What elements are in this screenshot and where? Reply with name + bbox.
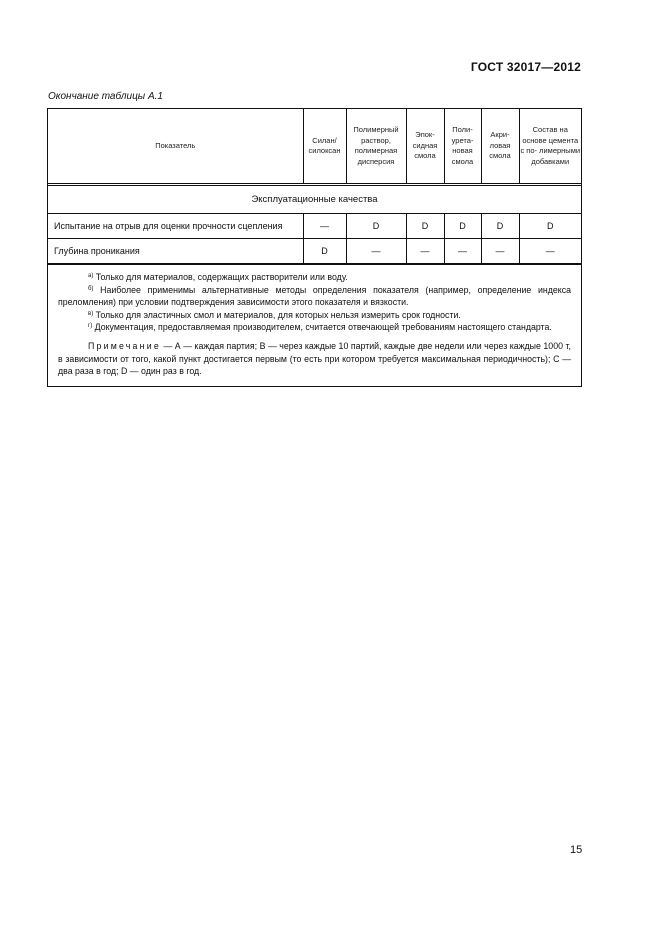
footnote bbox=[58, 271, 571, 284]
table-row bbox=[48, 214, 581, 239]
footnote bbox=[58, 309, 571, 322]
table-cell: D bbox=[303, 239, 346, 264]
col-header-polymer-solution: Полимерный раствор, полимерная дисперсия bbox=[346, 109, 406, 185]
table-container bbox=[47, 108, 582, 387]
note-label: Примечание bbox=[88, 340, 161, 351]
standard-number: ГОСТ 32017—2012 bbox=[470, 60, 581, 74]
col-header-acrylic: Акри- ловая смола bbox=[481, 109, 519, 185]
table-cell: — bbox=[444, 239, 481, 264]
footnote bbox=[58, 284, 571, 309]
page-number: 15 bbox=[570, 844, 583, 856]
table-cell: D bbox=[346, 214, 406, 239]
col-header-cement-polymer: Состав на основе цемента с по- лимерными добавками bbox=[519, 109, 581, 185]
table-cell: — bbox=[406, 239, 444, 264]
table-cell: — bbox=[303, 214, 346, 239]
table-row bbox=[48, 239, 581, 264]
col-header-epoxy: Эпок- сидная смола bbox=[406, 109, 444, 185]
footnote-text: Только для эластичных смол и материалов, для которых нельзя измерить срок годности. bbox=[95, 309, 461, 320]
indicators-table bbox=[48, 109, 581, 264]
section-row bbox=[48, 185, 581, 214]
footnote-mark: в) bbox=[88, 310, 94, 317]
table-cell: — bbox=[481, 239, 519, 264]
section-title: Эксплуатационные качества bbox=[48, 185, 581, 214]
col-header-polyurethane: Поли- урета- новая смола bbox=[444, 109, 481, 185]
table-caption: Окончание таблицы А.1 bbox=[48, 91, 163, 102]
col-header-indicator: Показатель bbox=[48, 109, 303, 185]
table-note bbox=[58, 340, 571, 378]
row-indicator-name: Глубина проникания bbox=[48, 239, 303, 264]
row-indicator-name: Испытание на отрыв для оценки прочности сцепления bbox=[48, 214, 303, 239]
table-header-row bbox=[48, 109, 581, 185]
footnote bbox=[58, 321, 571, 334]
table-cell: D bbox=[481, 214, 519, 239]
footnote-mark: а) bbox=[88, 273, 94, 279]
footnote-text: Наиболее применимы альтернативные методы определения показателя (например, определение индекса преломления) при условии подтверждения зависимости этого показателя и вязкости. bbox=[58, 284, 571, 308]
footnote-text: Только для материалов, содержащих растворители или воду. bbox=[95, 272, 348, 282]
table-cell: D bbox=[444, 214, 481, 239]
note-text: — А — каждая партия; В — через каждые 10 партий, каждые две недели или через каждые 1000 т, в зависимости от того, какой пункт достигается первым (то есть при котором требуется максимальная периодичность); С — два раза в год; D — один раз в год. bbox=[58, 340, 571, 377]
col-header-silane: Силан/ силоксан bbox=[303, 109, 346, 185]
table-cell: D bbox=[519, 214, 581, 239]
table-cell: — bbox=[519, 239, 581, 264]
footnote-mark: б) bbox=[88, 285, 94, 292]
table-cell: — bbox=[346, 239, 406, 264]
footnote-text: Документация, предоставляемая производителем, считается отвечающей требованиям настоящего стандарта. bbox=[94, 322, 552, 333]
table-cell: D bbox=[406, 214, 444, 239]
footnote-mark: г) bbox=[88, 323, 93, 330]
table-notes bbox=[48, 264, 581, 386]
